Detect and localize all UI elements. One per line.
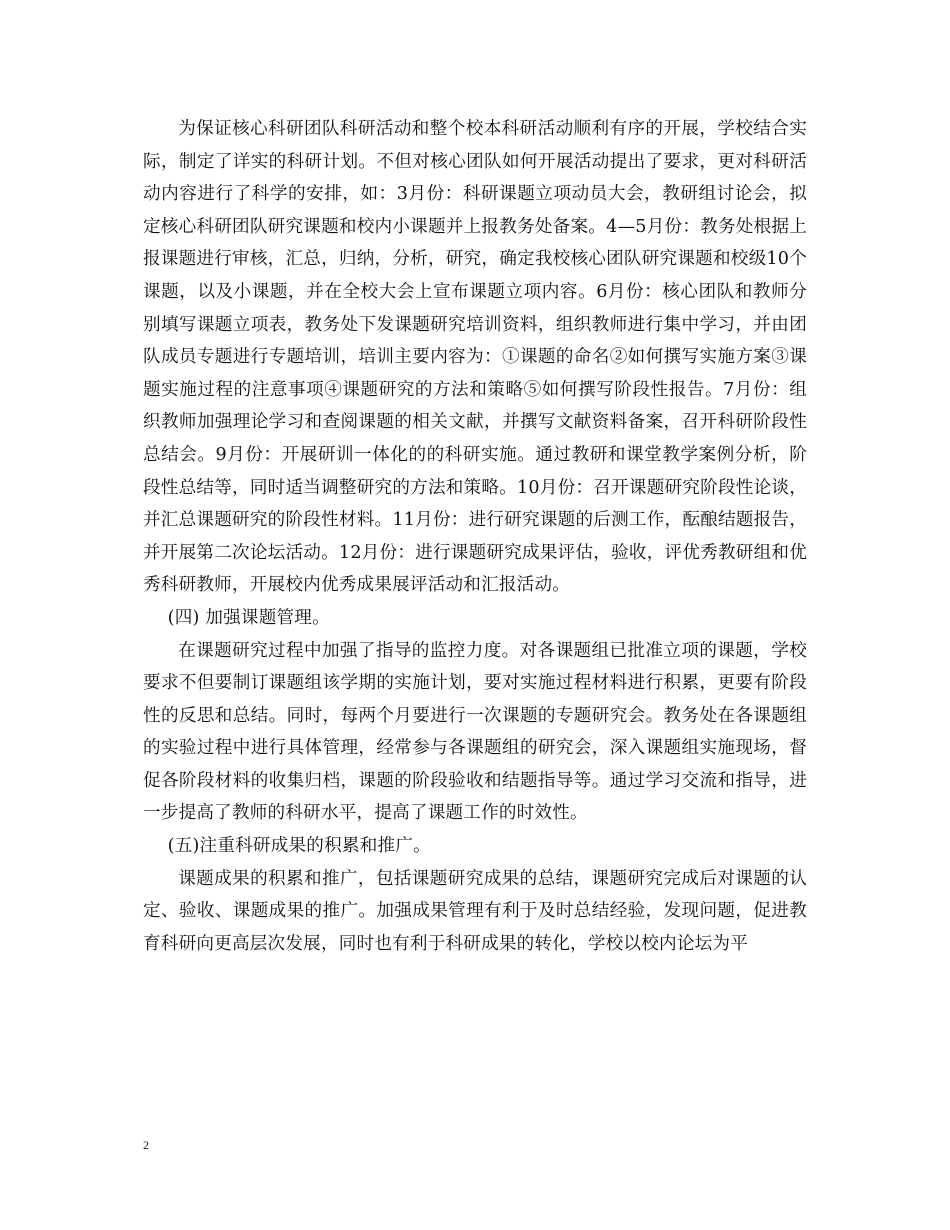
section-heading-5: (五)注重科研成果的积累和推广。 — [167, 836, 431, 857]
section-heading-4: (四) 加强课题管理。 — [167, 607, 330, 628]
paragraph-research-plan: 为保证核心科研团队科研活动和整个校本科研活动顺利有序的开展，学校结合实际，制定了详实的科研计划。不但对核心团队如何开展活动提出了要求，更对科研活动内容进行了科学的安排，如：3月份：科研课题立项动员大会，教研组讨论会，拟定核心科研团队研究课题和校内小课题并上报教务处备案。4—5月份：教务处根据上报课题进行审核，汇总，归纳，分析，研究，确定我校核心团队研究课题和校级10个课题，以及小课题，并在全校大会上宣布课题立项内容。6月份：核心团队和教师分别填写课题立项表，教务处下发课题研究培训资料，组织教师进行集中学习，并由团队成员专题进行专题培训，培训主要内容为：①课题的命名②如何撰写实施方案③课题实施过程的注意事项④课题研究的方法和策略⑤如何撰写阶段性报告。7月份：组织教师加强理论学习和查阅课题的相关文献，并撰写文献资料备案，召开科研阶段性总结会。9月份：开展研训一体化的的科研实施。通过教研和课堂教学案例分析，阶段性总结等，同时适当调整研究的方法和策略。10月份：召开课题研究阶段性论谈，并汇总课题研究的阶段性材料。11月份：进行研究课题的后测工作，酝酿结题报告，并开展第二次论坛活动。12月份：进行课题研究成果评估，验收，评优秀教研组和优秀科研教师，开展校内优秀成果展评活动和汇报活动。 — [143, 119, 807, 596]
paragraph-topic-management: 在课题研究过程中加强了指导的监控力度。对各课题组已批准立项的课题，学校要求不但要制订课题组该学期的实施计划，要对实施过程材料进行积累，更要有阶段性的反思和总结。同时，每两个月要进行一次课题的专题研究会。教务处在各课题组的实验过程中进行具体管理，经常参与各课题组的研究会，深入课题组实施现场，督促各阶段材料的收集归档，课题的阶段验收和结题指导等。通过学习交流和指导，进一步提高了教师的科研水平，提高了课题工作的时效性。 — [143, 640, 807, 824]
paragraph-results-promotion: 课题成果的积累和推广，包括课题研究成果的总结，课题研究完成后对课题的认定、验收、课题成果的推广。加强成果管理有利于及时总结经验，发现问题，促进教育科研向更高层次发展，同时也有利于科研成果的转化，学校以校内论坛为平 — [143, 868, 807, 954]
page-number: 2 — [143, 1138, 149, 1152]
document-body — [143, 113, 807, 960]
